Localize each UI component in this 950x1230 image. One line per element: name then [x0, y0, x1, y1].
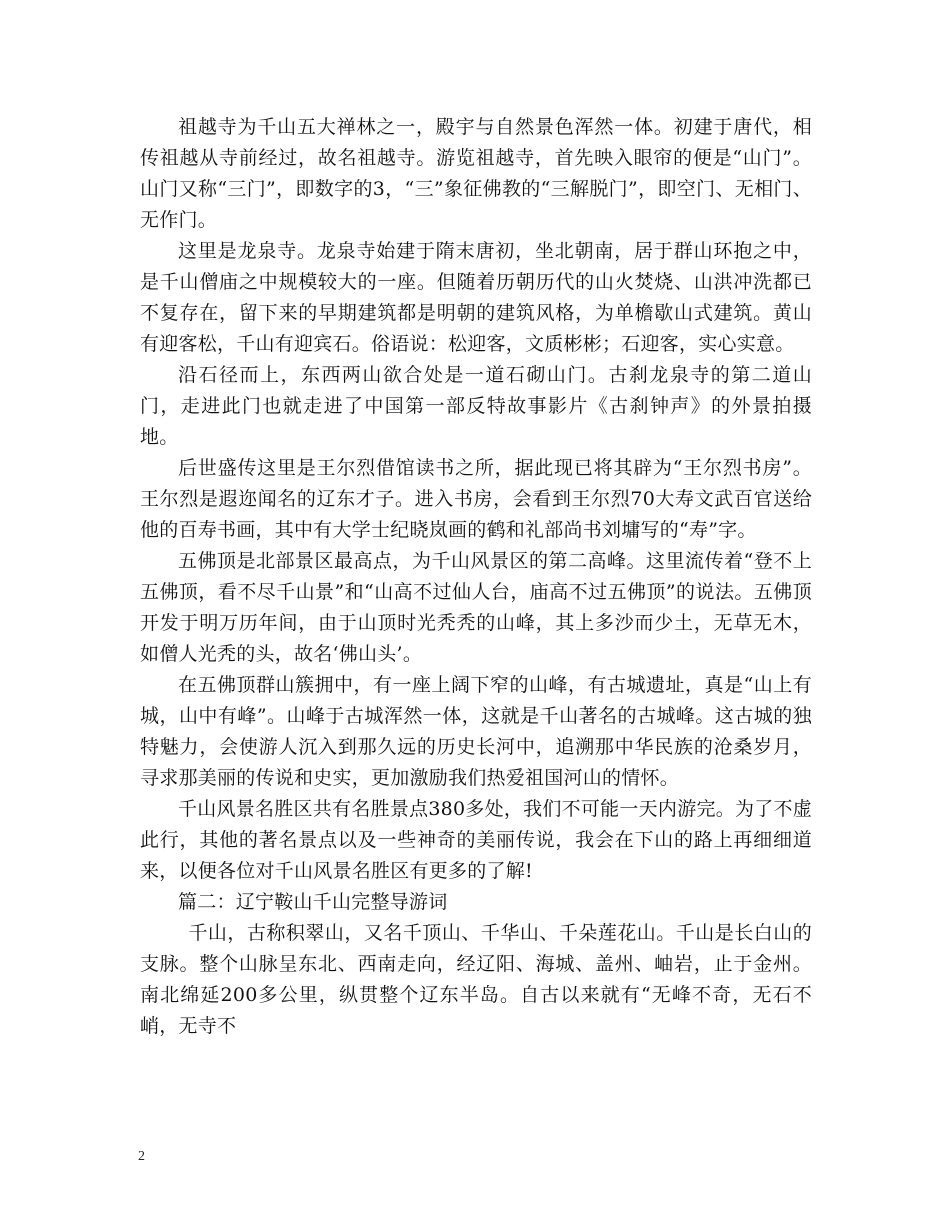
- document-body: [140, 112, 812, 1042]
- paragraph-scenic-spots: 千山风景名胜区共有名胜景点380多处，我们不可能一天内游完。为了不虚此行，其他的著名景点以及一些神奇的美丽传说，我会在下山的路上再细细道来，以便各位对千山风景名胜区有更多的了解!: [140, 798, 812, 882]
- page-number: 2: [138, 1149, 145, 1164]
- paragraph-qianshan-intro: 千山，古称积翠山，又名千顶山、千华山、千朵莲花山。千山是长白山的支脉。整个山脉呈东北、西南走向，经辽阳、海城、盖州、岫岩，止于金州。南北绵延200多公里，纵贯整个辽东半岛。自古以来就有“无峰不奇，无石不峭，无寺不: [140, 922, 812, 1037]
- paragraph-ancient-city-peak: 在五佛顶群山簇拥中，有一座上阔下窄的山峰，有古城遗址，真是“山上有城，山中有峰”。山峰于古城浑然一体，这就是千山著名的古城峰。这古城的独特魅力，会使游人沉入到那久远的历史长河中，追溯那中华民族的沧桑岁月，寻求那美丽的传说和史实，更加激励我们热爱祖国河山的情怀。: [140, 674, 812, 789]
- paragraph-longquan-temple: 这里是龙泉寺。龙泉寺始建于隋末唐初，坐北朝南，居于群山环抱之中，是千山僧庙之中规模较大的一座。但随着历朝历代的山火焚烧、山洪冲洗都已不复存在，留下来的早期建筑都是明朝的建筑风格，为单檐歇山式建筑。黄山有迎客松，千山有迎宾石。俗语说：松迎客，文质彬彬；石迎客，实心实意。: [140, 240, 812, 355]
- paragraph-zuyue-temple: 祖越寺为千山五大禅林之一，殿宇与自然景色浑然一体。初建于唐代，相传祖越从寺前经过，故名祖越寺。游览祖越寺，首先映入眼帘的便是“山门”。山门又称“三门”，即数字的3，“三”象征佛教的“三解脱门”，即空门、无相门、无作门。: [140, 116, 812, 231]
- paragraph-wang-erlie-study: 后世盛传这里是王尔烈借馆读书之所，据此现已将其辟为“王尔烈书房”。王尔烈是遐迩闻名的辽东才子。进入书房，会看到王尔烈70大寿文武百官送给他的百寿书画，其中有大学士纪晓岚画的鹤和礼部尚书刘墉写的“寿”字。: [140, 457, 812, 541]
- section-heading-part-two: 篇二：辽宁鞍山千山完整导游词: [178, 891, 448, 913]
- paragraph-stone-gate: 沿石径而上，东西两山欲合处是一道石砌山门。古刹龙泉寺的第二道山门，走进此门也就走进了中国第一部反特故事影片《古刹钟声》的外景拍摄地。: [140, 364, 812, 448]
- paragraph-wufoding: 五佛顶是北部景区最高点，为千山风景区的第二高峰。这里流传着“登不上五佛顶，看不尽千山景”和“山高不过仙人台，庙高不过五佛顶”的说法。五佛顶开发于明万历年间，由于山顶时光秃秃的山峰，其上多沙而少土，无草无木，如僧人光秃的头，故名‘佛山头’。: [140, 550, 812, 665]
